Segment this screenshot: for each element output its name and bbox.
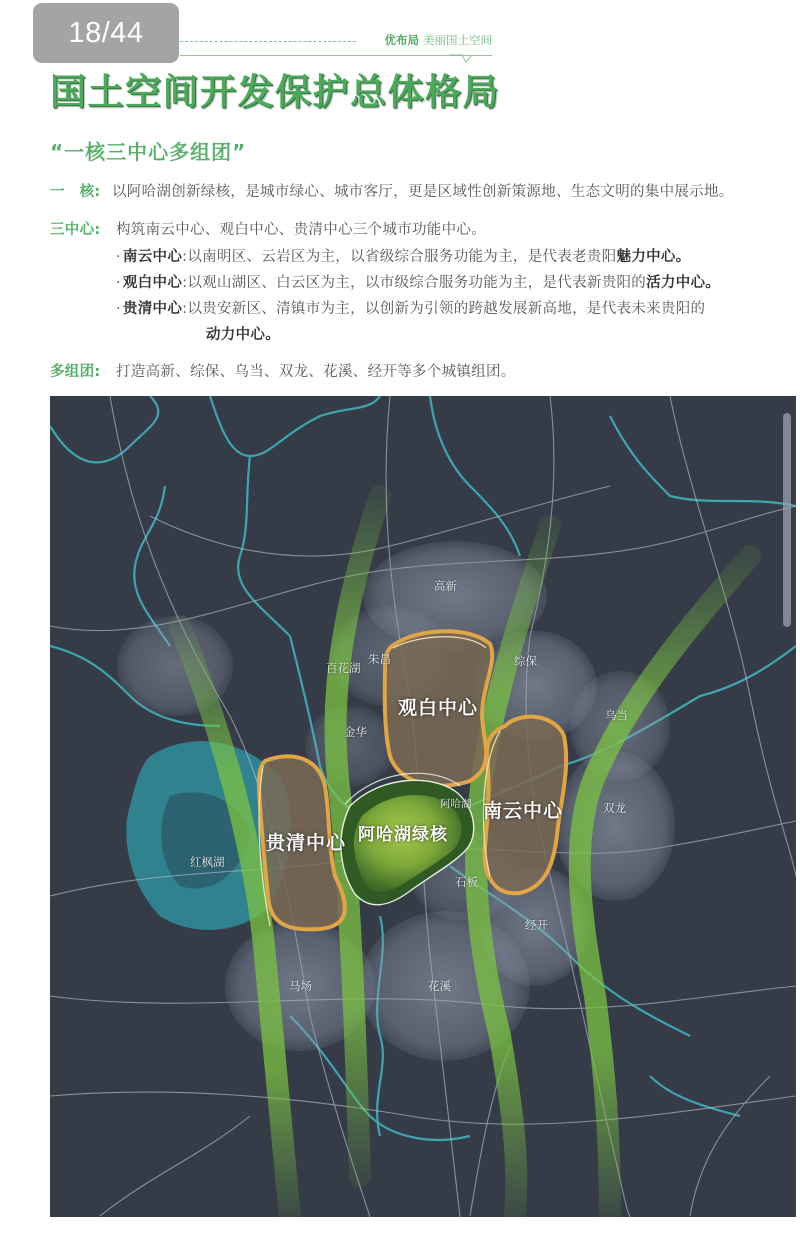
three-centers-row — [50, 218, 486, 239]
label-baihuahu: 百花湖 — [326, 661, 361, 675]
label-shuanglong: 双龙 — [603, 801, 626, 815]
page-counter: 18/44 — [33, 3, 179, 63]
multi-groups-label: 多组团: — [50, 364, 101, 380]
label-ahahu: 阿哈湖 — [440, 798, 472, 810]
center-item-nanyun: · 南云中心:以南明区、云岩区为主，以省级综合服务功能为主，是代表老贵阳魅力中心。 — [116, 249, 691, 265]
three-centers-text: 构筑南云中心、观白中心、贵清中心三个城市功能中心。 — [116, 222, 486, 238]
center-desc: 以南明区、云岩区为主，以省级综合服务功能为主，是代表老贵阳 — [187, 249, 617, 265]
map-scrollbar[interactable] — [783, 413, 791, 627]
label-nanyun-center: 南云中心 — [483, 800, 564, 822]
label-jingkai: 经开 — [525, 918, 548, 932]
header-notch-icon — [450, 54, 472, 64]
spatial-pattern-map — [50, 396, 796, 1217]
label-hongfenghu: 红枫湖 — [190, 855, 225, 869]
label-zhuchang: 朱昌 — [368, 652, 391, 666]
header-tag — [385, 32, 493, 48]
center-highlight: 动力中心。 — [206, 327, 280, 343]
one-core-text: 以阿哈湖创新绿核，是城市绿心、城市客厅，更是区域性创新策源地、生态文明的集中展示地。 — [112, 184, 734, 200]
three-centers-label: 三中心: — [50, 222, 101, 238]
center-name: 观白中心 — [122, 275, 183, 291]
center-highlight: 魅力中心。 — [616, 249, 691, 265]
header-tag-strong: 优布局 — [384, 33, 419, 47]
center-name: 南云中心 — [122, 249, 183, 265]
header-underline — [180, 55, 492, 56]
label-jinhua: 金华 — [344, 725, 367, 739]
multi-groups-text: 打造高新、综保、乌当、双龙、花溪、经开等多个城镇组团。 — [116, 364, 516, 380]
header-tag-light: 美丽国土空间 — [423, 33, 492, 47]
label-wudang: 乌当 — [605, 708, 628, 722]
center-desc: 以观山湖区、白云区为主，以市级综合服务功能为主，是代表新贵阳的 — [187, 275, 647, 291]
label-guiqing-center: 贵清中心 — [266, 832, 347, 854]
center-name: 贵清中心 — [122, 301, 183, 317]
header-decoration — [180, 30, 492, 60]
center-item-guiqing: · 贵清中心:以贵安新区、清镇市为主，以创新为引领的跨越发展新高地，是代表未来贵阳的 — [116, 301, 706, 317]
map-graphics — [50, 396, 796, 1217]
multi-groups-row — [50, 360, 516, 381]
label-machang: 马场 — [289, 979, 312, 993]
one-core-row — [50, 180, 734, 201]
label-huaxi: 花溪 — [428, 979, 451, 993]
header-dashed-line — [180, 41, 356, 42]
center-desc: 以贵安新区、清镇市为主，以创新为引领的跨越发展新高地，是代表未来贵阳的 — [187, 301, 706, 317]
center-highlight: 活力中心。 — [646, 275, 721, 291]
label-shiban: 石板 — [455, 875, 478, 889]
one-core-label: 一 核: — [50, 184, 101, 200]
label-guanbai-center: 观白中心 — [398, 697, 479, 719]
label-zongbao: 综保 — [514, 654, 537, 668]
center-item-guiqing-cont — [206, 323, 280, 344]
page-title: 国土空间开发保护总体格局 — [50, 72, 501, 113]
center-item-guanbai: · 观白中心:以观山湖区、白云区为主，以市级综合服务功能为主，是代表新贵阳的活力中心。 — [116, 275, 721, 291]
label-ahahu-core: 阿哈湖绿核 — [358, 825, 448, 845]
section-heading: “一核三中心多组团” — [50, 140, 247, 164]
label-gaoxin: 高新 — [434, 579, 457, 593]
